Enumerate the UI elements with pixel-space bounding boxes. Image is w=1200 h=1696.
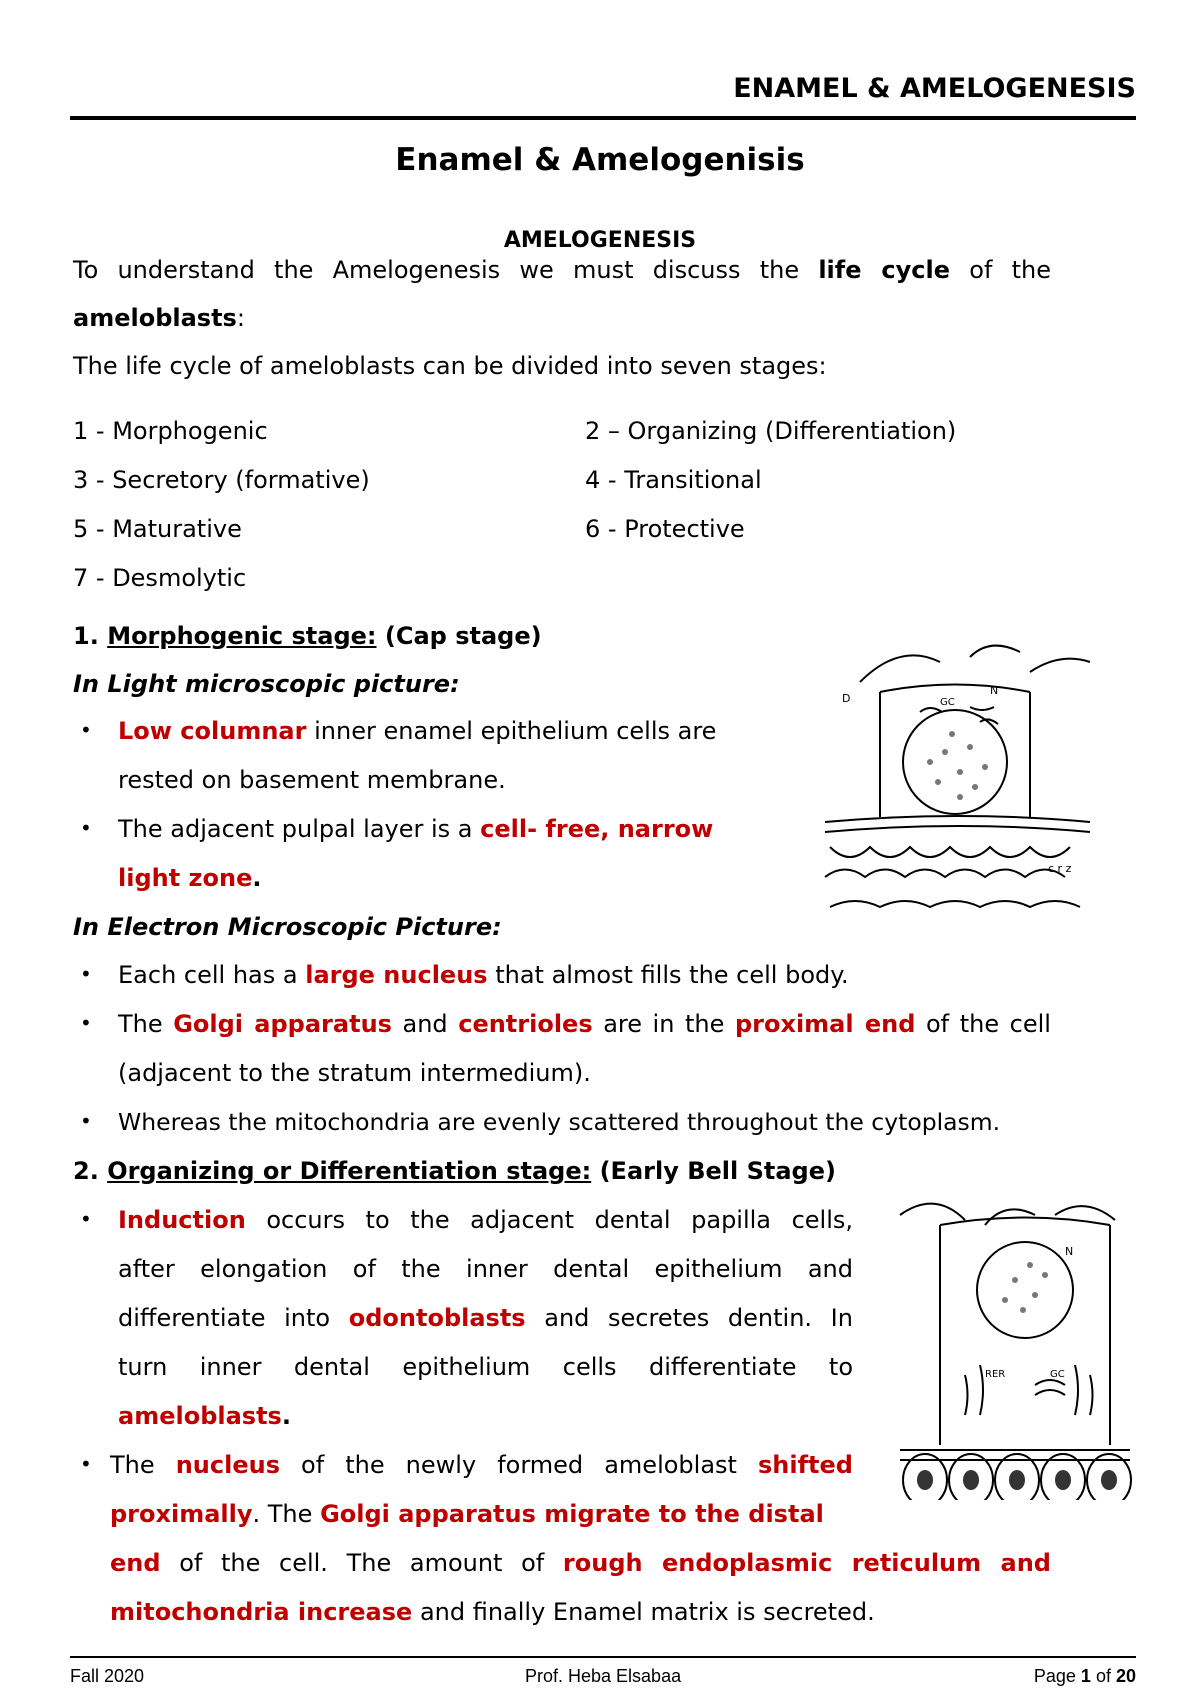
footer-term: Fall 2020 bbox=[70, 1666, 145, 1686]
s2-bullet-2-line-2: proximally. The Golgi apparatus migrate to the distal bbox=[110, 1500, 824, 1528]
s2-bullet-2-line-1: The nucleus of the newly formed ameloblast shifted bbox=[110, 1451, 853, 1479]
figure-label: RER bbox=[985, 1369, 1006, 1380]
intro-line-1: To understand the Amelogenesis we must discuss the life cycle of the bbox=[73, 256, 1051, 284]
intro-line-2: ameloblasts: bbox=[73, 304, 245, 332]
figure-label: N bbox=[990, 684, 999, 697]
footer-page-number: Page 1 of 20 bbox=[1033, 1666, 1136, 1686]
running-header bbox=[70, 70, 1136, 120]
bullet-icon: • bbox=[80, 1452, 92, 1476]
bullet-icon: • bbox=[80, 816, 92, 840]
s1-bullet-2-line-2: light zone. bbox=[118, 864, 262, 892]
figure-label: c r z bbox=[1048, 862, 1072, 875]
s1-em-bullet-3: Whereas the mitochondria are evenly scattered throughout the cytoplasm. bbox=[118, 1108, 1001, 1136]
electron-microscopic-heading: In Electron Microscopic Picture: bbox=[73, 913, 502, 941]
stage-row bbox=[73, 564, 1053, 613]
s2-bullet-1-line-5: ameloblasts. bbox=[118, 1402, 291, 1430]
s1-em-bullet-2-line-2: (adjacent to the stratum intermedium). bbox=[118, 1059, 591, 1087]
stage-item: 6 - Protective bbox=[585, 515, 745, 543]
figure-label: GC bbox=[1050, 1369, 1065, 1380]
figure-label: GC bbox=[940, 697, 955, 708]
stage-row bbox=[73, 417, 1053, 466]
s2-bullet-1-line-1: Induction occurs to the adjacent dental papilla cells, bbox=[118, 1206, 853, 1234]
footer-author: Prof. Heba Elsabaa bbox=[525, 1666, 682, 1686]
figure-label: D bbox=[842, 692, 851, 705]
stage-item: 3 - Secretory (formative) bbox=[73, 466, 370, 494]
s2-bullet-2-line-4: mitochondria increase and finally Enamel matrix is secreted. bbox=[110, 1598, 875, 1626]
s1-bullet-1-line-1: Low columnar inner enamel epithelium cells are bbox=[118, 717, 717, 745]
running-title: ENAMEL & AMELOGENESIS bbox=[733, 73, 1136, 104]
stage-item: 2 – Organizing (Differentiation) bbox=[585, 417, 957, 445]
bullet-icon: • bbox=[80, 1207, 92, 1231]
s2-bullet-1-line-2: after elongation of the inner dental epithelium and bbox=[118, 1255, 853, 1283]
stages-list bbox=[73, 417, 1053, 613]
bullet-icon: • bbox=[80, 1011, 92, 1035]
section-2-heading: 2. Organizing or Differentiation stage: (Early Bell Stage) bbox=[73, 1157, 836, 1185]
morphogenic-ameloblast-figure bbox=[820, 622, 1100, 927]
bullet-icon: • bbox=[80, 718, 92, 742]
s1-bullet-1-line-2: rested on basement membrane. bbox=[118, 766, 506, 794]
differentiation-ameloblast-figure bbox=[895, 1195, 1135, 1500]
bullet-icon: • bbox=[80, 962, 92, 986]
s1-bullet-2-line-1: The adjacent pulpal layer is a cell- free, narrow bbox=[118, 815, 714, 843]
stage-item: 1 - Morphogenic bbox=[73, 417, 268, 445]
document-title: Enamel & Amelogenisis bbox=[395, 142, 805, 178]
bullet-icon: • bbox=[80, 1109, 92, 1133]
light-microscopic-heading: In Light microscopic picture: bbox=[73, 670, 460, 698]
page-footer bbox=[70, 1656, 1136, 1694]
stage-row bbox=[73, 515, 1053, 564]
s2-bullet-2-line-3: end of the cell. The amount of rough endoplasmic reticulum and bbox=[110, 1549, 1051, 1577]
stage-item: 4 - Transitional bbox=[585, 466, 762, 494]
stage-item: 7 - Desmolytic bbox=[73, 564, 247, 592]
s1-em-bullet-2-line-1: The Golgi apparatus and centrioles are in the proximal end of the cell bbox=[118, 1010, 1051, 1038]
intro-line-3: The life cycle of ameloblasts can be divided into seven stages: bbox=[73, 352, 827, 380]
stage-item: 5 - Maturative bbox=[73, 515, 242, 543]
section-heading: AMELOGENESIS bbox=[503, 228, 697, 253]
figure-label: N bbox=[1065, 1245, 1074, 1258]
stage-row bbox=[73, 466, 1053, 515]
section-1-heading: 1. Morphogenic stage: (Cap stage) bbox=[73, 622, 542, 650]
s2-bullet-1-line-4: turn inner dental epithelium cells differentiate to bbox=[118, 1353, 853, 1381]
s2-bullet-1-line-3: differentiate into odontoblasts and secretes dentin. In bbox=[118, 1304, 853, 1332]
s1-em-bullet-1: Each cell has a large nucleus that almost fills the cell body. bbox=[118, 961, 849, 989]
